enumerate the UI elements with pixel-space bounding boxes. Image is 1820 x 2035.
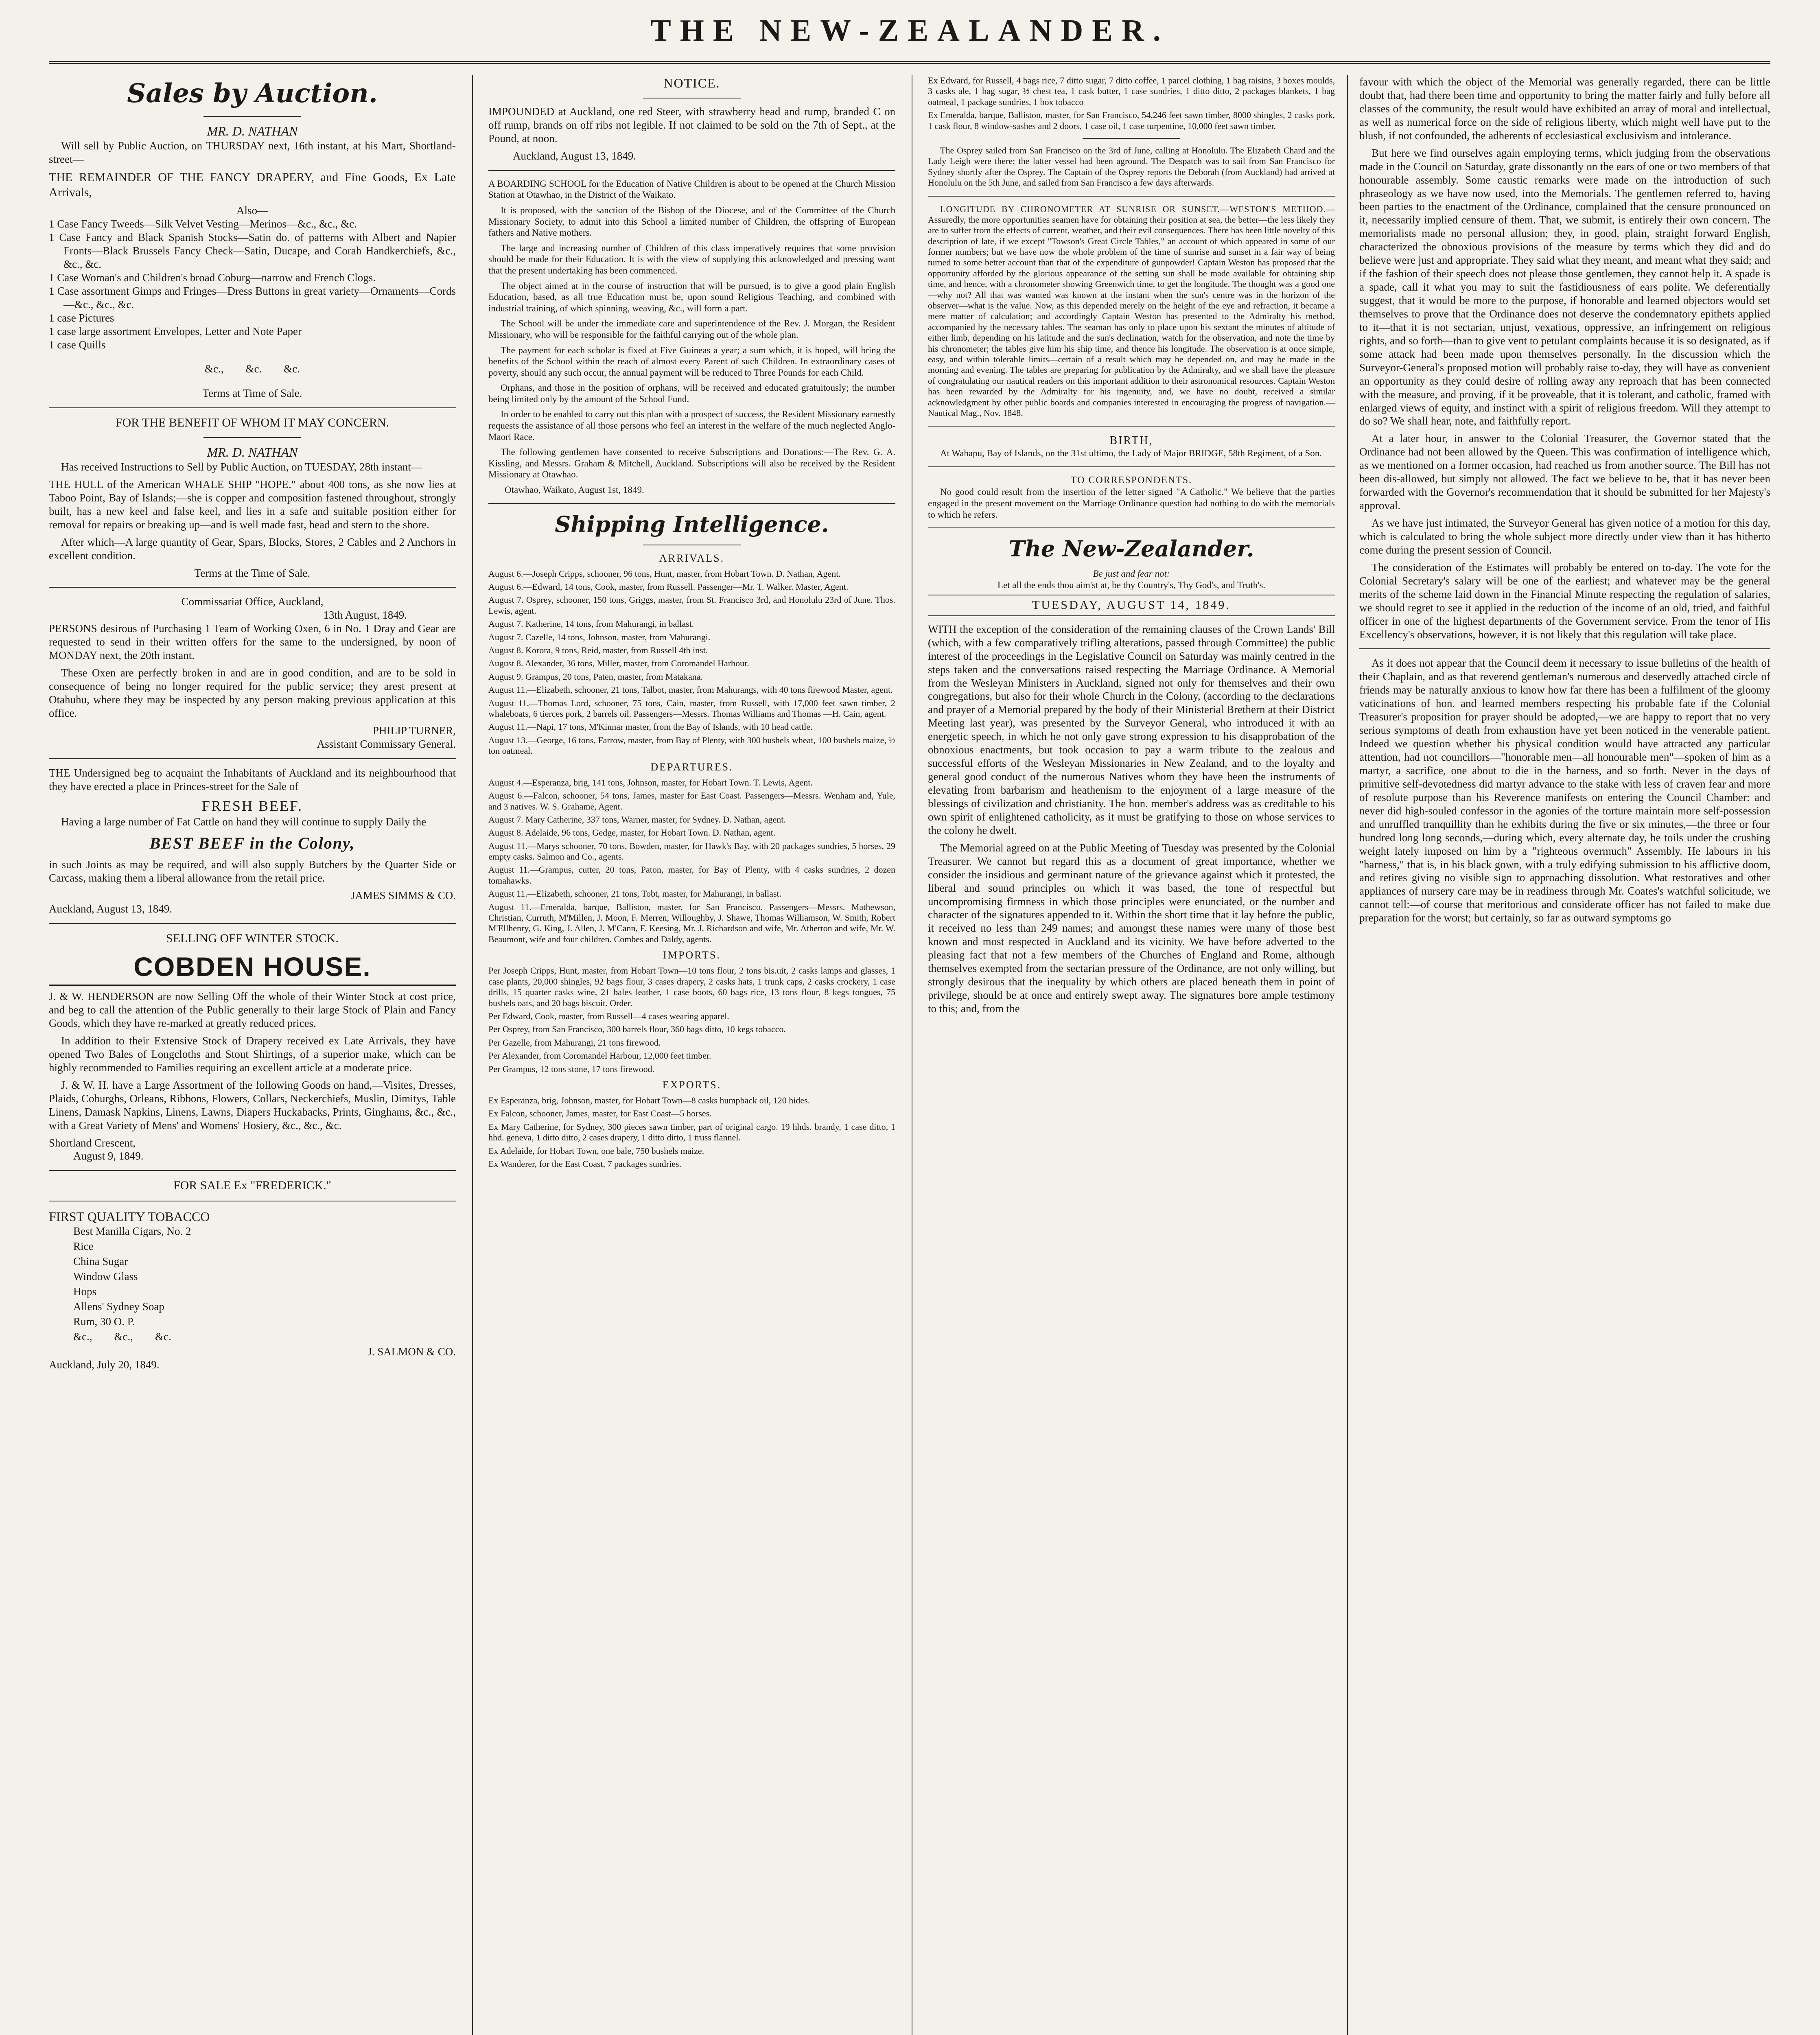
departure-entry: August 11.—Marys schooner, 70 tons, Bowden, master, for Hawk's Bay, with 20 packages sundries, 5 horses, 29 empty casks. Salmon and Co., agents. xyxy=(488,840,895,862)
auctioneer-name: MR. D. NATHAN xyxy=(207,444,298,460)
arrival-entry: August 9. Grampus, 20 tons, Paten, master, from Matakana. xyxy=(488,671,703,682)
school-paragraph: A BOARDING SCHOOL for the Education of Native Children is about to be opened at the Church Mission Station at Otawhao, in the District of the Waikato. xyxy=(488,178,895,200)
shipping-heading: Shipping Intelligence. xyxy=(555,511,829,537)
notice-body: IMPOUNDED at Auckland, one red Steer, with strawberry head and rump, branded C on off rump, brands on off ribs not legible. If not claimed to be sold on the 7th of Sept., at the Pound, at noon. xyxy=(488,105,895,144)
arrival-entry: August 6.—Edward, 14 tons, Cook, master, from Russell. Passenger—Mr. T. Walker. Master, Agent. xyxy=(488,582,849,592)
list-item: Rum, 30 O. P. xyxy=(73,1315,135,1328)
list-item: 1 case Pictures xyxy=(49,311,114,324)
frederick-signer: J. SALMON & CO. xyxy=(368,1345,456,1358)
school-paragraph: The object aimed at in the course of instruction that will be pursued, is to give a good plain English Education, based, as all true Education must be, upon sound Religious Teaching, and combined with industrial training, of which spinning, weaving, &c., will form a part. xyxy=(488,280,895,313)
school-paragraph: Orphans, and those in the position of orphans, will be received and educated gratuitously; the number being limited only by the amount of the School Fund. xyxy=(488,383,895,404)
whale-ship-after: After which—A large quantity of Gear, Spars, Blocks, Stores, 2 Cables and 2 Anchors in excellent condition. xyxy=(49,536,456,562)
arrival-entry: August 13.—George, 16 tons, Farrow, master, from Bay of Plenty, with 300 bushels wheat, 100 bushels maize, ½ ton oatmeal. xyxy=(488,735,895,756)
column-divider xyxy=(472,75,473,2035)
longitude-body: —Assuredly, the more opportunities seamen have for obtaining their position at sea, the better—the less likely they are to suffer from the effects of current, weather, and their evil consequences. There has been little novelty of this description of late, if we except "Towson's Great Circle Tables," an account of which appeared in some of our former numbers; but we have now the whole problem of the time of sunrise and sunset in a fair way of being turned to some better account than that of the expenditure of gunpowder! Captain Weston has proposed that the opportunity afforded by the glorious appearance of the setting sun shall be made available for obtaining ship time, and hence, with a chronometer showing Greenwich time, to get the longitude. The thought was a good one—why not? All that was wanted was known at the instant when the sun's centre was in the horizon of the observer—what is the value. Now, as this depended merely on the height of the eye and refraction, it became a mere matter of calculation; and accordingly Captain Weston has presented to the Admiralty his method, accompanied by the necessary tables. The seaman has only to place upon his sextant the minutes of altitude of either limb, depending on his latitude and the sun's declination, watch for the observation, and note the time by his chronometer; the tables give him his ship time, and thence his longitude. The observation is at once simple, easy, and within tolerable limits—certain of a result which may be depended on, and may be made in the morning and evening. The tables are preparing for publication by the Admiralty, and we shall have the pleasure of congratulating our nautical readers on this important addition to their astronomical resources. Captain Weston has been rewarded by the Admiralty for his ingenuity, and, we have no doubt, received a similar acknowledgment by other public boards and companies interested in encouraging the progress of navigation.—Nautical Mag., Nov. 1848. xyxy=(928,204,1335,418)
masthead-title: THE NEW-ZEALANDER. xyxy=(650,13,1170,48)
auction-terms: Terms at Time of Sale. xyxy=(202,387,302,400)
column-4 xyxy=(1359,75,1770,2035)
frederick-date: Auckland, July 20, 1849. xyxy=(49,1359,160,1371)
cobden-title: COBDEN HOUSE. xyxy=(49,950,456,986)
list-item: Rice xyxy=(73,1240,94,1252)
cobden-date: August 9, 1849. xyxy=(73,1150,144,1162)
editorial-motto: Be just and fear not: xyxy=(1093,569,1170,579)
commissariat-body-2: These Oxen are perfectly broken in and are in good condition, and are to be sold in consequence of being no longer required for the public service; they arest present at Otahuhu, where they may be inspected by any person making previous application at this office. xyxy=(49,667,456,719)
list-item: &c., &c. &c. xyxy=(205,363,300,375)
beef-body-3: in such Joints as may be required, and will also supply Butchers by the Quarter Side or Carcass, making them a liberal allowance from the retail price. xyxy=(49,858,456,884)
school-paragraph: The large and increasing number of Children of this class imperatively requires that some provision should be made for their Education. It is with the view of supplying this acknowledged and pressing want that the present undertaking has been commenced. xyxy=(488,243,895,276)
editorial-masthead: The New-Zealander. xyxy=(1008,536,1254,562)
export-entry: Ex Mary Catherine, for Sydney, 300 pieces sawn timber, part of original cargo. 19 hhds. brandy, 1 case ditto, 1 hhd. geneva, 1 ditto ditto, 2 cases drapery, 1 ditto ditto, 1 truss flannel. xyxy=(488,1121,895,1143)
editorial-paragraph: WITH the exception of the consideration of the remaining clauses of the Crown Lands' Bill (which, with a few comparatively trifling alterations, passed through Committee) the public interest of the proceedings in the Legislative Council on Saturday was mainly centred in the steps taken and the conversations raised respecting the Marriage Ordinance. A Memorial from the Wesleyan Ministers in Auckland, signed not only for themselves and their own congregations, but also for their whole Church in the Colony, (according to the declarations and prayer of a Memorial prepared by the body of their Ministerial Brethern at their District Meeting last year), was presented by the Surveyor General, who introduced it with an energetic speech, in which he not only gave strong expression to his disapprobation of the obnoxious enactments, but took occasion to pay a warm tribute to the zealous and successful efforts of the Wesleyan Missionaries in New Zealand, and to the loyalty and general good conduct of the numerous Natives whom they have been the instruments of elevating from barbarism and heathenism to the enjoyment of a large measure of the blessings of civilization and christianity. The hon. member's address was as creditable to his own spirit of enlightened catholicity, as it must be gratifying to those on whose services to the colony he dwelt. xyxy=(928,623,1335,836)
departure-entry: August 11.—Elizabeth, schooner, 21 tons, Tobt, master, for Mahurangi, in ballast. xyxy=(488,888,782,899)
auction-also: Also— xyxy=(236,204,268,217)
whale-ship-body: THE HULL of the American WHALE SHIP "HOPE." about 400 tons, as she now lies at Taboo Point, Bay of Islands;—she is copper and composition fastened throughout, strongly built, has a new keel and false keel, and lies in a safe and suitable position either for removal for repairs or breaking up—and is well made fast, head and stern to the shore. xyxy=(49,478,456,531)
list-item: 1 Case assortment Gimps and Fringes—Dress Buttons in great variety—Ornaments—Cords—&c., &c., &c. xyxy=(49,284,456,311)
list-item: Hops xyxy=(73,1285,97,1298)
departure-entry: August 6.—Falcon, schooner, 54 tons, James, master for East Coast. Passengers—Messrs. Wenham and, Yule, and 3 natives. W. S. Grahame, Agent. xyxy=(488,790,895,812)
editorial-paragraph: But here we find ourselves again employing terms, which judging from the observations made in the Council on Saturday, grate dissonantly on the ears of one or two members of that honourable assembly. Some caustic remarks were made on the introduction of such phraseology as we have now used, into the Memorials. The gentlemen referred to, having been parties to the enactment of the Ordinance, complained that the censure pronounced on it, necessarily implied censure of them. That, we submit, is entirely their own concern. The memorialists made no personal allusion; they, in good, plain, straight forward English, characterized the obnoxious provisions of the measure by terms which they did and do believe were just and appropriate. They said what they meant, and meant what they said; and if the fashion of their speech does not please those gentlemen, they cannot help it. A spade is a spade, call it what you may to suit the fastidiousness of ears polite. We deferentially suggest, that it would be more to the purpose, if honorable and learned objectors would set themselves to prove that the Ordinance does not deserve the condemnatory epithets applied to it—that it is not sectarian, unjust, vexatious, oppressive, an infringement on religious rights, and so forth—than to give vent to petulant complaints because it is so designated, as if some attack had been made upon themselves personally. In the discussion which the Surveyor-General's proposed motion will probably raise to-day, they will have as convenient an opportunity as they could desire of rolling away any reproach that has been connected with the measure, and proving, if it be proveable, that it is tolerant, and catholic, framed with enlarged views of equity, and instinct with a spirit of religious freedom. Will they attempt to do so? We shall hear, note, and faithfully report. xyxy=(1359,147,1770,427)
editorial-paragraph: As we have just intimated, the Surveyor General has given notice of a motion for this day, which is calculated to bring the whole subject more directly under view than it has hitherto come during the present session of Council. xyxy=(1359,517,1770,556)
editorial-paragraph: At a later hour, in answer to the Colonial Treasurer, the Governor stated that the Ordinance had not been allowed by the Queen. This was confirmation of intelligence which, as we mentioned on a former occasion, had reached us from another source. The Bill has not been dis-allowed, but simply not allowed. The fact we believe to be, that it has never been forwarded with the Governor's recommendation that it should be submitted for her Majesty's approval. xyxy=(1359,432,1770,512)
departure-entry: August 11.—Emeralda, barque, Balliston, master, for San Francisco. Passengers—Messrs. Mathewson, Christian, Curruth, M'Millen, J. Moon, F. Merren, Willoughby, J. Shawe, Thomas Williamson, W. Smith, Robert M'Ellhenry, G. King, J. Allen, J. M'Cann, F. Keesing, Mr. J. Richardson and wife, Mr. Atherton and wife, Mr. W. Beaumont, wife and four children. Combes and Daldy, agents. xyxy=(488,902,895,944)
longitude-title: LONGITUDE BY CHRONOMETER AT SUNRISE OR SUNSET.—WESTON'S METHOD. xyxy=(940,204,1326,214)
arrival-entry: August 11.—Napi, 17 tons, M'Kinnar master, from the Bay of Islands, with 10 head cattle. xyxy=(488,722,813,732)
school-paragraph: The payment for each scholar is fixed at Five Guineas a year; a sum which, it is hoped, will bring the benefits of the School within the reach of almost every Parent of such Children. In extraordinary cases of poverty, should any such occur, the annual payment will be reduced to Three Pounds for each Child. xyxy=(488,345,895,378)
frederick-first: FIRST QUALITY TOBACCO xyxy=(49,1209,210,1224)
commissariat-title: Assistant Commissary General. xyxy=(317,737,456,750)
import-entry: Per Grampus, 12 tons stone, 17 tons firewood. xyxy=(488,1063,655,1074)
cobden-body-3: J. & W. H. have a Large Assortment of the following Goods on hand,—Visites, Dresses, Plaids, Coburghs, Orleans, Ribbons, Flowers, Collars, Neckerchiefs, Muslin, Dimitys, Table Linens, Damask Napkins, Linens, Lawns, Diapers Huckabacks, Prints, Ginghams, &c., &c., with a Great Variety of Mens' and Womens' Hosiery, &c., &c., &c. xyxy=(49,1079,456,1131)
commissariat-signer: PHILIP TURNER, xyxy=(372,724,456,737)
longitude-article xyxy=(928,204,1335,419)
commissariat-date: 13th August, 1849. xyxy=(323,609,407,621)
auction-remainder: THE REMAINDER OF THE FANCY DRAPERY, and Fine Goods, Ex Late Arrivals, xyxy=(49,170,456,199)
cobden-body: J. & W. HENDERSON are now Selling Off the whole of their Winter Stock at cost price, and beg to call the attention of the Public generally to their large Stock of Plain and Fancy Goods, which they have re-marked at greatly reduced prices. xyxy=(49,990,456,1030)
list-item: 1 Case Woman's and Children's broad Coburg—narrow and French Clogs. xyxy=(49,271,376,284)
whale-ship-intro: Has received Instructions to Sell by Public Auction, on TUESDAY, 28th instant— xyxy=(61,460,422,473)
export-entry: Ex Wanderer, for the East Coast, 7 packages sundries. xyxy=(488,1159,682,1169)
arrival-entry: August 7. Cazelle, 14 tons, Johnson, master, from Mahurangi. xyxy=(488,632,711,642)
masthead-rule xyxy=(49,61,1770,64)
birth-notice: At Wahapu, Bay of Islands, on the 31st ultimo, the Lady of Major BRIDGE, 58th Regiment, of a Son. xyxy=(940,448,1322,459)
masthead xyxy=(0,0,1820,61)
arrival-entry: August 11.—Thomas Lord, schooner, 75 tons, Cain, master, from Russell, with 17,000 feet sawn timber, 2 whaleboats, 6 tierces pork, 2 barrels oil. Passengers—Messrs. Thomas Williams and Thomas —H. Cain, agent. xyxy=(488,698,895,719)
beef-date: Auckland, August 13, 1849. xyxy=(49,903,172,915)
arrival-entry: August 7. Osprey, schooner, 150 tons, Griggs, master, from St. Francisco 3rd, and Honolulu 23rd of June. Thos. Lewis, agent. xyxy=(488,595,895,616)
auctioneer-name: MR. D. NATHAN xyxy=(207,124,298,139)
correspondents-note: No good could result from the insertion of the letter signed "A Catholic." We believe that the parties engaged in the present movement on the Marriage Ordinance question had nothing to do with the memorials to which he refers. xyxy=(928,487,1335,520)
list-item: Window Glass xyxy=(73,1270,138,1282)
birth-heading: BIRTH, xyxy=(1109,434,1153,447)
editorial-paragraph: As it does not appear that the Council deem it necessary to issue bulletins of the health of their Chaplain, and as that reverend gentleman's numerous and deservedly attached circle of friends may be naturally anxious to know how far there has been a fulfilment of the gloomy vaticinations of hon. and learned members respecting his probable fate if the Colonial Treasurer's proposition for prayer should be adopted,—we are happy to report that no very serious symptoms of death from exhaustion have yet been noticed in the venerable patient. Indeed we question whether his physical condition would have attracted any particular attention, had not councillors—"honorable men—all honourable men"—spoken of him as a martyr, a sacrifice, one about to die in the harness, and so forth. Never in the days of primitive self-devotedness did martyr advance to the stake with less of craven fear and more of resolute purpose than his Reverence manifests on entering the Council Chamber: and never did high-souled confessor in the agonies of the torture maintain more self-possession and unruffled tranquillity than he exhibits during the five or six minutes,—the three or four hundred long long seconds,—during which, every alternate day, he toils under the crushing weight lately imposed on him by a "righteous overmuch" Assembly. He labours in his "harness," that is, in his black gown, with a truly edifying submission to his afflictive doom, and retires giving no visible sign to approaching dissolution. What restoratives and other appliances of nursery care may be in readiness through Mr. Coates's watchful solicitude, we cannot tell:—of course that meritorious and considerate officer has not failed to make due preparation for the worst; but certainly, so far as outward symptoms go xyxy=(1359,657,1770,924)
beef-signer: JAMES SIMMS & CO. xyxy=(350,889,456,902)
departures-heading: DEPARTURES. xyxy=(650,761,733,773)
column-3 xyxy=(928,75,1335,2035)
editorial-paragraph: favour with which the object of the Memorial was generally regarded, there can be little doubt that, had there been time and opportunity to bring the matter fairly and fully before all classes of the community, the result would have exhibited an array of moral and intellectual, as well as numerical force on the side of religious liberty, which might well have put to the blush, if not confounded, the adherents of ecclesiastical exclusivism and intolerance. xyxy=(1359,76,1770,142)
school-paragraph: In order to be enabled to carry out this plan with a prospect of success, the Resident Missionary earnestly requests the assistance of all those persons who feel an interest in the welfare of the much neglected Anglo-Maori Race. xyxy=(488,409,895,442)
arrival-entry: August 8. Alexander, 36 tons, Miller, master, from Coromandel Harbour. xyxy=(488,658,749,669)
departure-entry: August 11.—Grampus, cutter, 20 tons, Paton, master, for Bay of Plenty, with 4 casks sundries, 2 dozen tomahawks. xyxy=(488,864,895,886)
editorial-motto-2: Let all the ends thou aim'st at, be thy Country's, Thy God's, and Truth's. xyxy=(997,580,1266,590)
import-entry: Per Osprey, from San Francisco, 300 barrels flour, 360 bags ditto, 10 kegs tobacco. xyxy=(488,1024,786,1035)
arrival-entry: August 11.—Elizabeth, schooner, 21 tons, Talbot, master, from Mahurangs, with 40 tons firewood Master, agent. xyxy=(488,685,893,695)
notice-heading: NOTICE. xyxy=(663,76,720,90)
shipping-continued xyxy=(928,75,1335,188)
commissariat-body: PERSONS desirous of Purchasing 1 Team of Working Oxen, 6 in No. 1 Dray and Gear are requested to send in their written offers for the same to the undersigned, by noon of MONDAY next, the 20th instant. xyxy=(49,622,456,662)
frederick-item-list xyxy=(49,1225,456,1344)
export-entry: Ex Falcon, schooner, James, master, for East Coast—5 horses. xyxy=(488,1108,712,1119)
departure-entry: August 7. Mary Catherine, 337 tons, Warner, master, for Sydney. D. Nathan, agent. xyxy=(488,814,786,825)
list-item: 1 Case Fancy and Black Spanish Stocks—Satin do. of patterns with Albert and Napier Fronts—Black Brussels Fancy Check—Satin, Ducape, and Corah Handkerchiefs, &c., &c., &c. xyxy=(49,231,456,270)
whale-ship-terms: Terms at the Time of Sale. xyxy=(194,567,311,579)
exports-heading: EXPORTS. xyxy=(662,1079,722,1091)
import-entry: Per Joseph Cripps, Hunt, master, from Hobart Town—10 tons flour, 2 tons bis.uit, 2 casks lamps and glasses, 1 case plants, 20,000 shingles, 92 bags flour, 3 cases drapery, 2 casks hats, 1 trunk caps, 2 casks crockery, 1 case drills, 15 quarter casks wine, 21 bales leather, 1 case boots, 60 bags rice, 13 tons flour, 8 kegs tongues, 75 bushels oats, and 20 bags biscuit. Order. xyxy=(488,965,895,1008)
shipping-section xyxy=(488,552,895,1170)
beef-body-2: Having a large number of Fat Cattle on hand they will continue to supply Daily the xyxy=(61,815,427,828)
cobden-heading: SELLING OFF WINTER STOCK. xyxy=(166,932,339,945)
boarding-school-notice xyxy=(488,178,895,496)
list-item: &c., &c., &c. xyxy=(73,1330,171,1343)
list-item: 1 case Quills xyxy=(49,338,106,351)
school-paragraph: It is proposed, with the sanction of the Bishop of the Diocese, and of the Committee of the Church Missionary Society, to admit into this School a limited number of Children, the offspring of European fathers and Native mothers. xyxy=(488,205,895,238)
list-item: 1 case large assortment Envelopes, Letter and Note Paper xyxy=(49,325,302,337)
column-divider xyxy=(1347,75,1348,2035)
beef-body: THE Undersigned beg to acquaint the Inhabitants of Auckland and its neighbourhood that they have erected a place in Princes-street for the Sale of xyxy=(49,766,456,792)
editorial-paragraph: The consideration of the Estimates will probably be entered on to-day. The vote for the Colonial Secretary's salary will be one of the earliest; and whatever may be the general merits of the scheme laid down in the Financial Minute respecting the regulation of salaries, we should regret to see it applied in the reduction of the income of an old, tried, and faithful officer in one of the highest departments of the Government service. From the tenor of His Excellency's observations, however, it is not likely that this regulation will take place. xyxy=(1359,561,1770,641)
editorial-date: TUESDAY, AUGUST 14, 1849. xyxy=(928,595,1335,616)
list-item: Allens' Sydney Soap xyxy=(73,1300,164,1313)
column-2 xyxy=(488,75,895,2035)
list-item: China Sugar xyxy=(73,1255,128,1267)
import-entry: Per Edward, Cook, master, from Russell—4 cases wearing apparel. xyxy=(488,1011,729,1021)
export-entry: Ex Edward, for Russell, 4 bags rice, 7 ditto sugar, 7 ditto coffee, 1 parcel clothing, 1 bag raisins, 3 boxes moulds, 3 casks ale, 1 bag sugar, ½ chest tea, 1 cask butter, 1 case sundries, 1 ditto ditto, 2 packages blankets, 1 bag oatmeal, 1 package sundries, 1 box tobacco xyxy=(928,75,1335,107)
notice-date: Auckland, August 13, 1849. xyxy=(513,149,636,162)
departure-entry: August 4.—Esperanza, brig, 141 tons, Johnson, master, for Hobart Town. T. Lewis, Agent. xyxy=(488,777,813,788)
arrival-entry: August 6.—Joseph Cripps, schooner, 96 tons, Hunt, master, from Hobart Town. D. Nathan, Agent. xyxy=(488,568,841,579)
editorial-paragraph: The Memorial agreed on at the Public Meeting of Tuesday was presented by the Colonial Treasurer. We cannot but regard this as a document of great importance, whether we consider the insidious and germinant nature of the grievance against which it protested, the liberal and sound principles on which it was based, the tone of respectful but uncompromising firmness in which those principles were enunciated, or the number and character of the signatures appended to it. Within the short time that it lay before the public, it received no less than 249 names; and amongst these names were many of those best known and most respected in Auckland and its vicinity. We have before adverted to the pleasing fact that not a few members of the Churches of England and Rome, although themselves exempted from the sectarian pressure of the Ordinance, are not only willing, but strongly desirous that the inequality by which others are placed beneath them in point of privilege, should be at once and entirely swept away. The signatures bore ample testimony to this; and, from the xyxy=(928,841,1335,1015)
arrival-entry: August 7. Katherine, 14 tons, from Mahurangi, in ballast. xyxy=(488,619,694,629)
arrival-entry: August 8. Korora, 9 tons, Reid, master, from Russell 4th inst. xyxy=(488,645,708,656)
auction-intro: Will sell by Public Auction, on THURSDAY next, 16th instant, at his Mart, Shortland-street— xyxy=(49,140,456,166)
osprey-report: The Osprey sailed from San Francisco on the 3rd of June, calling at Honolulu. The Elizabeth Chard and the Lady Leigh were there; the latter vessel had been aground. The Despatch was to sail from San Francisco for Sydney shortly after the Osprey. The Captain of the Osprey reports the Deborah (from Auckland) had arrived at Honolulu on the 5th June, and sailed from San Francisco a few days afterwards. xyxy=(928,145,1335,188)
school-date: Otawhao, Waikato, August 1st, 1849. xyxy=(505,485,644,495)
arrivals-heading: ARRIVALS. xyxy=(659,552,725,564)
import-entry: Per Alexander, from Coromandel Harbour, 12,000 feet timber. xyxy=(488,1050,711,1061)
list-item: 1 Case Fancy Tweeds—Silk Velvet Vesting—Merinos—&c., &c., &c. xyxy=(49,218,357,230)
sales-heading: Sales by Auction. xyxy=(127,78,378,109)
correspondents-heading: TO CORRESPONDENTS. xyxy=(1070,475,1192,486)
school-paragraph: The School will be under the immediate care and superintendence of the Rev. J. Morgan, the Resident Missionary, who will be responsible for the faithful carrying out of the whole plan. xyxy=(488,318,895,340)
beef-product: FRESH BEEF. xyxy=(201,797,303,814)
list-item: Best Manilla Cigars, No. 2 xyxy=(73,1225,191,1238)
whale-ship-heading: FOR THE BENEFIT OF WHOM IT MAY CONCERN. xyxy=(115,416,389,430)
column-1 xyxy=(49,75,456,2035)
departure-entry: August 8. Adelaide, 96 tons, Gedge, master, for Hobart Town. D. Nathan, agent. xyxy=(488,827,776,838)
export-entry: Ex Adelaide, for Hobart Town, one bale, 750 bushels maize. xyxy=(488,1145,704,1156)
commissariat-place: Commissariat Office, Auckland, xyxy=(181,595,324,608)
frederick-heading: FOR SALE Ex "FREDERICK." xyxy=(173,1179,331,1193)
school-paragraph: The following gentlemen have consented to receive Subscriptions and Donations:—The Rev. G. A. Kissling, and Messrs. Graham & Mitchell, Auckland. Subscriptions will also be received by the Resident Missionary at Otawhao. xyxy=(488,447,895,480)
beef-slogan: BEST BEEF in the Colony, xyxy=(149,834,355,852)
export-entry: Ex Esperanza, brig, Johnson, master, for Hobart Town—8 casks humpback oil, 120 hides. xyxy=(488,1095,810,1106)
imports-heading: IMPORTS. xyxy=(663,949,721,961)
import-entry: Per Gazelle, from Mahurangi, 21 tons firewood. xyxy=(488,1037,661,1048)
export-entry: Ex Emeralda, barque, Balliston, master, for San Francisco, 54,246 feet sawn timber, 8000 shingles, 2 casks pork, 1 cask flour, 8 window-sashes and 2 doors, 1 case oil, 1 case turpentine, 10,000 feet sawn timber. xyxy=(928,110,1335,131)
cobden-body-2: In addition to their Extensive Stock of Drapery received ex Late Arrivals, they have opened Two Bales of Longcloths and Stout Shirtings, of a superior make, which can be highly recommended to Families requiring an excellent article at a moderate price. xyxy=(49,1034,456,1074)
cobden-address: Shortland Crescent, xyxy=(49,1136,136,1149)
auction-item-list xyxy=(49,217,456,376)
